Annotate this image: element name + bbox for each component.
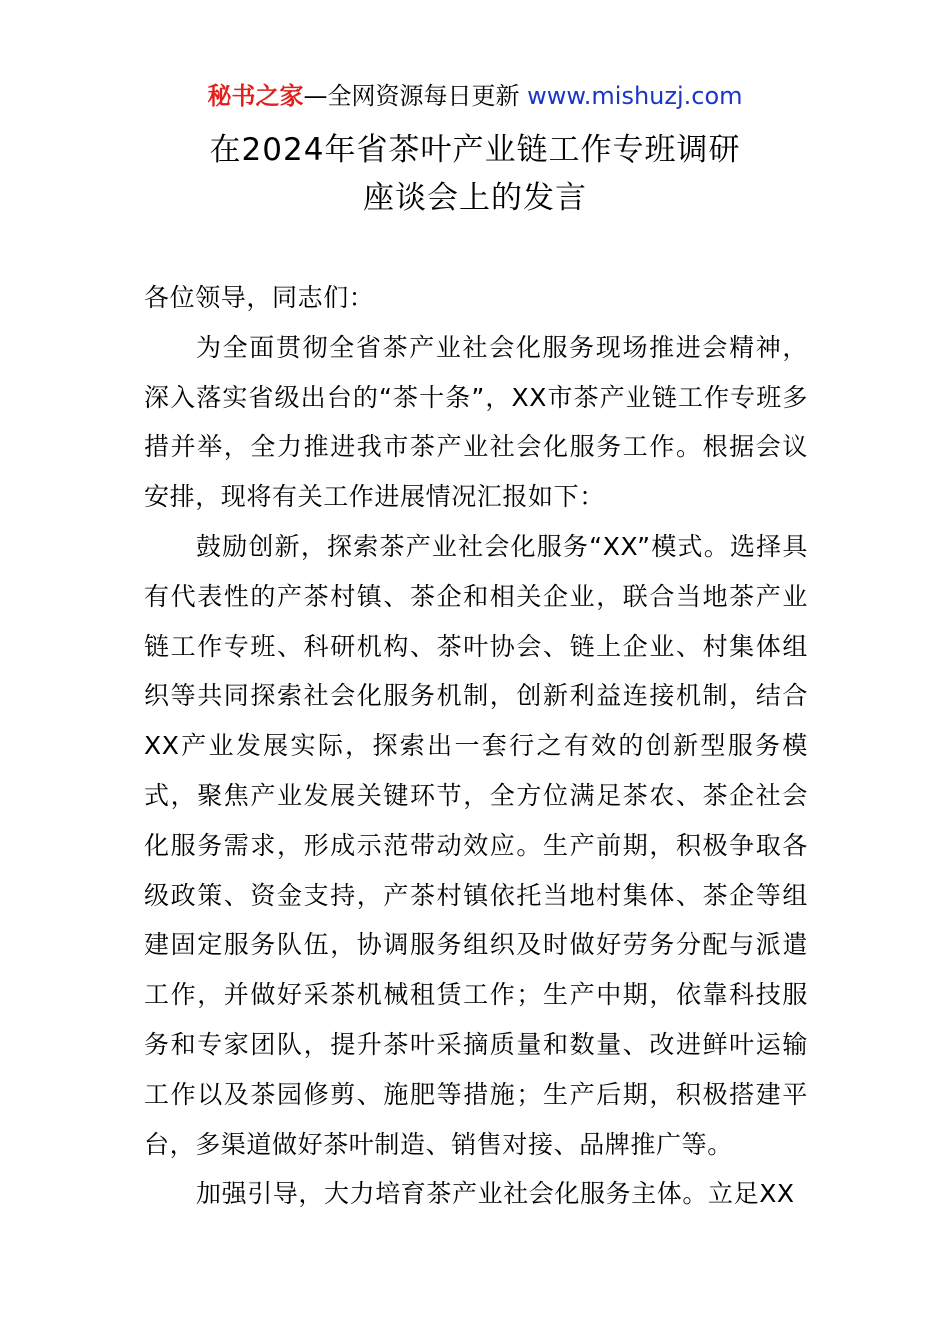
salutation: 各位领导，同志们： <box>144 283 375 312</box>
header-brand: 秘书之家 <box>207 82 304 110</box>
title-line-2: 座谈会上的发言 <box>363 180 587 216</box>
document-title <box>0 126 950 222</box>
title-line-1: 在2024年省茶叶产业链工作专班调研 <box>209 132 741 168</box>
header-site-link[interactable]: www.mishuzj.com <box>527 82 743 110</box>
paragraph: 为全面贯彻全省茶产业社会化服务现场推进会精神，深入落实省级出台的“茶十条”，XX市茶产业链工作专班多措并举，全力推进我市茶产业社会化服务工作。根据会议安排，现将有关工作进展情况汇报如下： <box>144 332 808 512</box>
header-slogan: —全网资源每日更新 <box>303 82 520 110</box>
paragraph: 加强引导，大力培育茶产业社会化服务主体。立足XX <box>196 1179 795 1209</box>
watermark-header <box>0 80 950 112</box>
document-body <box>144 273 808 1219</box>
paragraph: 鼓励创新，探索茶产业社会化服务“XX”模式。选择具有代表性的产茶村镇、茶企和相关企业，联合当地茶产业链工作专班、科研机构、茶叶协会、链上企业、村集体组织等共同探索社会化服务机制，创新利益连接机制，结合XX产业发展实际，探索出一套行之有效的创新型服务模式，聚焦产业发展关键环节，全方位满足茶农、茶企社会化服务需求，形成示范带动效应。生产前期，积极争取各级政策、资金支持，产茶村镇依托当地村集体、茶企等组建固定服务队伍，协调服务组织及时做好劳务分配与派遣工作，并做好采茶机械租赁工作；生产中期，依靠科技服务和专家团队，提升茶叶采摘质量和数量、改进鲜叶运输工作以及茶园修剪、施肥等措施；生产后期，积极搭建平台，多渠道做好茶叶制造、销售对接、品牌推广等。 <box>144 531 808 1159</box>
